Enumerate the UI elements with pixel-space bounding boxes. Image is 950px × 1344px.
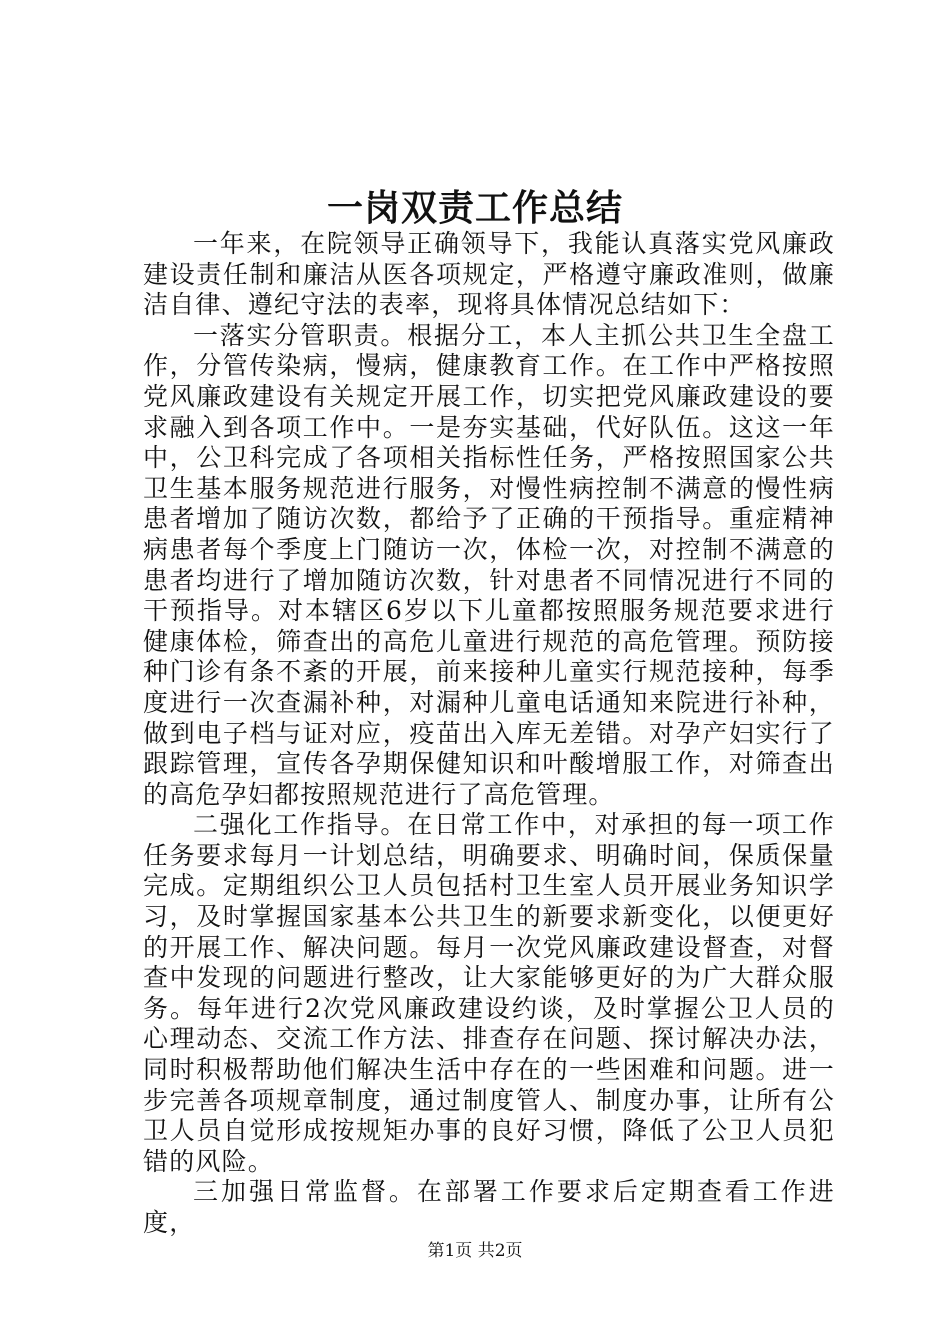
paragraph-section-one: 一落实分管职责。根据分工，本人主抓公共卫生全盘工作，分管传染病，慢病，健康教育工作。在工作中严格按照党风廉政建设有关规定开展工作，切实把党风廉政建设的要求融入到各项工作中。一是夯实基础，代好队伍。这这一年中，公卫科完成了各项相关指标性任务，严格按照国家公共卫生基本服务规范进行服务，对慢性病控制不满意的慢性病患者增加了随访次数，都给予了正确的干预指导。重症精神病患者每个季度上门随访一次，体检一次，对控制不满意的患者均进行了增加随访次数，针对患者不同情况进行不同的干预指导。对本辖区6岁以下儿童都按照服务规范要求进行健康体检，筛查出的高危儿童进行规范的高危管理。预防接种门诊有条不紊的开展，前来接种儿童实行规范接种，每季度进行一次查漏补种，对漏种儿童电话通知来院进行补种，做到电子档与证对应，疫苗出入库无差错。对孕产妇实行了跟踪管理，宣传各孕期保健知识和叶酸增服工作，对筛查出的高危孕妇都按照规范进行了高危管理。 <box>143 320 835 809</box>
paragraph-section-three: 三加强日常监督。在部署工作要求后定期查看工作进度， <box>143 1177 835 1237</box>
document-body <box>143 229 835 1239</box>
paragraph-intro: 一年来，在院领导正确领导下，我能认真落实党风廉政建设责任制和廉洁从医各项规定，严格遵守廉政准则，做廉洁自律、遵纪守法的表率，现将具体情况总结如下： <box>143 229 835 320</box>
page-footer: 第1页 共2页 <box>427 1241 523 1261</box>
page-title: 一岗双责工作总结 <box>326 187 623 229</box>
paragraph-section-two: 二强化工作指导。在日常工作中，对承担的每一项工作任务要求每月一计划总结，明确要求、明确时间，保质保量完成。定期组织公卫人员包括村卫生室人员开展业务知识学习，及时掌握国家基本公共卫生的新要求新变化，以便更好的开展工作、解决问题。每月一次党风廉政建设督查，对督查中发现的问题进行整改，让大家能够更好的为广大群众服务。每年进行2次党风廉政建设约谈，及时掌握公卫人员的心理动态、交流工作方法、排查存在问题、探讨解决办法，同时积极帮助他们解决生活中存在的一些困难和问题。进一步完善各项规章制度，通过制度管人、制度办事，让所有公卫人员自觉形成按规矩办事的良好习惯，降低了公卫人员犯错的风险。 <box>143 810 835 1176</box>
